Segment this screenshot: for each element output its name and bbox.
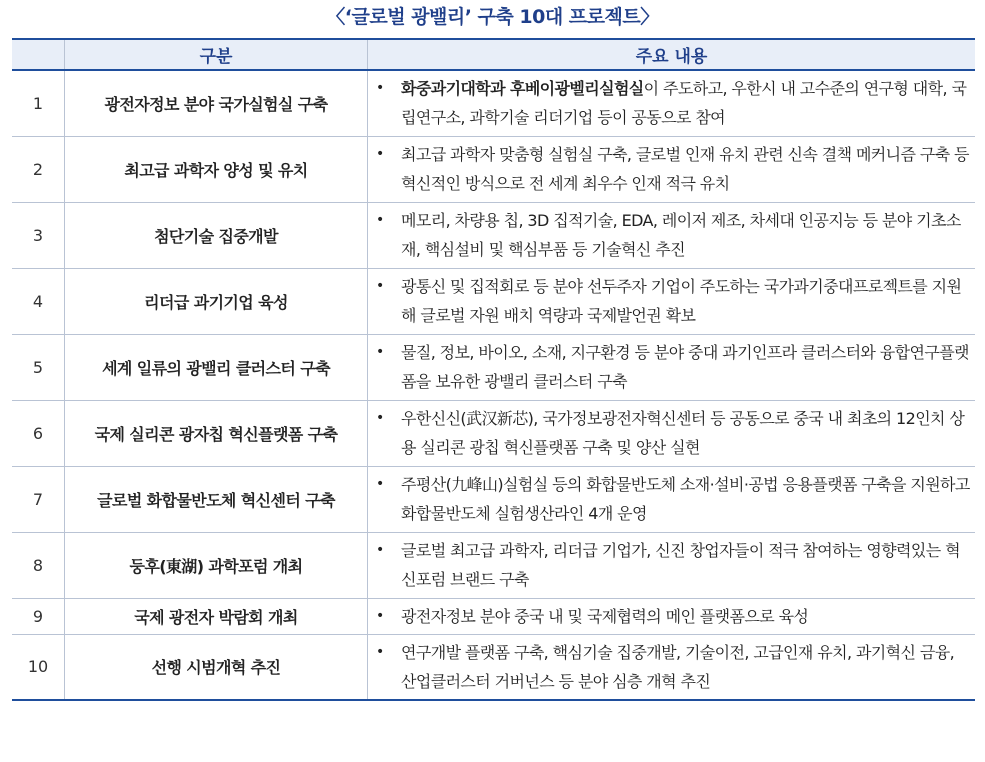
row-content-text: 글로벌 최고급 과학자, 리더급 기업가, 신진 창업자들이 적극 참여하는 영향력있는 혁신포럼 브랜드 구축 (401, 541, 960, 589)
row-content-lead: 화중과기대학과 후베이광벨리실험실 (401, 79, 644, 99)
row-number: 5 (12, 334, 65, 400)
table-row (12, 466, 975, 532)
table-row (12, 598, 975, 634)
row-category: 세계 일류의 광밸리 클러스터 구축 (65, 334, 368, 400)
bullet-icon: • (376, 607, 384, 624)
row-content (368, 334, 976, 400)
row-category: 국제 실리콘 광자칩 혁신플랫폼 구축 (65, 400, 368, 466)
page-title: 〈‘글로벌 광밸리’ 구축 10대 프로젝트〉 (326, 6, 659, 28)
row-number: 8 (12, 532, 65, 598)
bullet-icon: • (376, 212, 384, 228)
bullet-icon: • (376, 476, 384, 492)
header-category: 구분 (65, 39, 368, 70)
row-category: 국제 광전자 박람회 개최 (65, 598, 368, 634)
row-content (368, 532, 976, 598)
table-row (12, 70, 975, 136)
row-content (368, 70, 976, 136)
row-content-text: 광전자정보 분야 중국 내 및 국제협력의 메인 플랫폼으로 육성 (401, 606, 809, 626)
bullet-icon: • (376, 80, 384, 97)
table-row (12, 268, 975, 334)
table-row (12, 634, 975, 700)
row-number: 2 (12, 136, 65, 202)
header-content: 주요 내용 (368, 39, 976, 70)
row-content-text: 이 주도하고, 우한시 내 고수준의 연구형 대학, 국립연구소, 과학기술 리더기업 등이 공동으로 참여 (401, 79, 967, 128)
table-row (12, 334, 975, 400)
row-category: 리더급 과기기업 육성 (65, 268, 368, 334)
table-row (12, 532, 975, 598)
row-content (368, 400, 976, 466)
row-content-text: 광통신 및 집적회로 등 분야 선두주자 기업이 주도하는 국가과기중대프로젝트를 지원해 글로벌 자원 배치 역량과 국제발언권 확보 (401, 277, 962, 325)
projects-table (12, 38, 975, 701)
row-number: 6 (12, 400, 65, 466)
row-content-text: 물질, 정보, 바이오, 소재, 지구환경 등 분야 중대 과기인프라 클러스터와 융합연구플랫폼을 보유한 광밸리 클러스터 구축 (401, 343, 969, 391)
bullet-icon: • (376, 146, 384, 162)
row-content-text: 우한신신(武汉新芯), 국가정보광전자혁신센터 등 공동으로 중국 내 최초의 12인치 상용 실리콘 광칩 혁신플랫폼 구축 및 양산 실현 (401, 409, 965, 457)
row-content (368, 466, 976, 532)
row-content-text: 주평산(九峰山)실험실 등의 화합물반도체 소재·설비·공법 응용플랫폼 구축을 지원하고 화합물반도체 실험생산라인 4개 운영 (401, 475, 970, 523)
bullet-icon: • (376, 542, 384, 558)
table-row (12, 400, 975, 466)
row-category: 첨단기술 집중개발 (65, 202, 368, 268)
table-row (12, 202, 975, 268)
row-number: 1 (12, 70, 65, 136)
row-content (368, 634, 976, 700)
row-number: 7 (12, 466, 65, 532)
bullet-icon: • (376, 278, 384, 294)
row-number: 9 (12, 598, 65, 634)
row-content-text: 연구개발 플랫폼 구축, 핵심기술 집중개발, 기술이전, 고급인재 유치, 과기혁신 금융, 산업클러스터 거버넌스 등 분야 심층 개혁 추진 (401, 642, 955, 691)
table-header-row (12, 39, 975, 70)
row-content (368, 136, 976, 202)
row-content-text: 메모리, 차량용 칩, 3D 집적기술, EDA, 레이저 제조, 차세대 인공지능 등 분야 기초소재, 핵심설비 및 핵심부품 등 기술혁신 추진 (401, 211, 961, 259)
bullet-icon: • (376, 344, 384, 360)
table-row (12, 136, 975, 202)
bullet-icon: • (376, 410, 384, 426)
row-category: 둥후(東湖) 과학포럼 개최 (65, 532, 368, 598)
row-number: 4 (12, 268, 65, 334)
row-content-text: 최고급 과학자 맞춤형 실험실 구축, 글로벌 인재 유치 관련 신속 결책 메커니즘 구축 등 혁신적인 방식으로 전 세계 최우수 인재 적극 유치 (401, 145, 969, 193)
bullet-icon: • (376, 643, 384, 660)
row-category: 선행 시범개혁 추진 (65, 634, 368, 700)
row-number: 3 (12, 202, 65, 268)
row-category: 최고급 과학자 양성 및 유치 (65, 136, 368, 202)
row-category: 광전자정보 분야 국가실험실 구축 (65, 70, 368, 136)
row-content (368, 268, 976, 334)
row-content (368, 598, 976, 634)
row-content (368, 202, 976, 268)
row-number: 10 (12, 634, 65, 700)
header-number (12, 39, 65, 70)
row-category: 글로벌 화합물반도체 혁신센터 구축 (65, 466, 368, 532)
